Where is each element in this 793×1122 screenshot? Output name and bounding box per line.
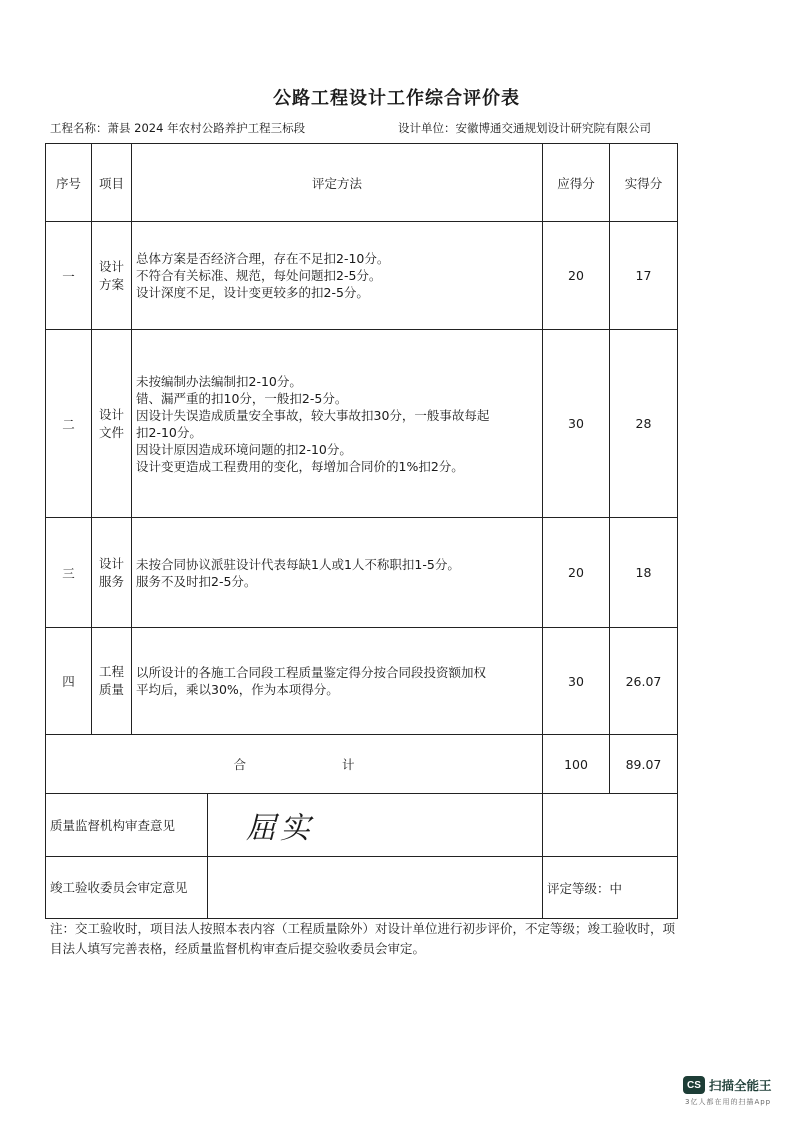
table-row	[46, 222, 678, 330]
footnote: 注：交工验收时，项目法人按照本表内容（工程质量除外）对设计单位进行初步评价，不定等级；竣工验收时，项目法人填写完善表格，经质量监督机构审查后提交验收委员会审定。	[50, 921, 676, 956]
page-title: 公路工程设计工作综合评价表	[273, 88, 520, 109]
row-actual-score: 26.07	[610, 628, 678, 735]
header-row	[46, 144, 678, 222]
row-item: 设计 服务	[92, 518, 132, 628]
row-no: 二	[46, 330, 92, 518]
row-method: 未按合同协议派驻设计代表每缺1人或1人不称职扣1-5分。 服务不及时扣2-5分。	[132, 518, 543, 628]
approval-row	[46, 857, 678, 919]
row-should-score: 20	[543, 222, 610, 330]
row-item: 工程 质量	[92, 628, 132, 735]
row-no: 四	[46, 628, 92, 735]
header-method: 评定方法	[132, 144, 543, 222]
row-should-score: 30	[543, 628, 610, 735]
scanner-watermark	[683, 1076, 783, 1107]
watermark-tagline: 3亿人都在用的扫描App	[685, 1098, 772, 1106]
total-actual-score: 89.07	[610, 735, 678, 794]
row-method: 总体方案是否经济合理，存在不足扣2-10分。 不符合有关标准、规范，每处问题扣2-5分。 设计深度不足，设计变更较多的扣2-5分。	[132, 222, 543, 330]
review-row	[46, 794, 678, 857]
row-actual-score: 18	[610, 518, 678, 628]
header-should-score: 应得分	[543, 144, 610, 222]
row-item: 设计 方案	[92, 222, 132, 330]
row-no: 三	[46, 518, 92, 628]
row-actual-score: 17	[610, 222, 678, 330]
total-row	[46, 735, 678, 794]
row-actual-score: 28	[610, 330, 678, 518]
table-row	[46, 518, 678, 628]
project-name: 工程名称：萧县 2024 年农村公路养护工程三标段	[50, 121, 306, 135]
table-row	[46, 628, 678, 735]
row-should-score: 20	[543, 518, 610, 628]
watermark-name: 扫描全能王	[709, 1078, 772, 1093]
table-row	[46, 330, 678, 518]
row-method: 以所设计的各施工合同段工程质量鉴定得分按合同段投资额加权 平均后，乘以30%，作为本项得分。	[132, 628, 543, 735]
row-method: 未按编制办法编制扣2-10分。 错、漏严重的扣10分，一般扣2-5分。 因设计失误造成质量安全事故，较大事故扣30分，一般事故每起 扣2-10分。 因设计原因造成环境问题的扣2-10分。 设计变更造成工程费用的变化，每增加合同价的1%扣2分。	[132, 330, 543, 518]
grade: 评定等级：中	[543, 857, 678, 919]
signature: 屈实	[246, 811, 314, 846]
review-label: 质量监督机构审查意见	[46, 794, 208, 856]
header-no: 序号	[46, 144, 92, 222]
approval-label: 竣工验收委员会审定意见	[46, 857, 208, 918]
row-item: 设计 文件	[92, 330, 132, 518]
total-should-score: 100	[543, 735, 610, 794]
evaluation-table	[45, 143, 678, 919]
header-actual-score: 实得分	[610, 144, 678, 222]
camscanner-logo-icon: CS	[683, 1076, 705, 1094]
total-label: 合 计	[46, 735, 543, 794]
row-no: 一	[46, 222, 92, 330]
row-should-score: 30	[543, 330, 610, 518]
design-unit: 设计单位：安徽博通交通规划设计研究院有限公司	[398, 121, 651, 135]
header-item: 项目	[92, 144, 132, 222]
